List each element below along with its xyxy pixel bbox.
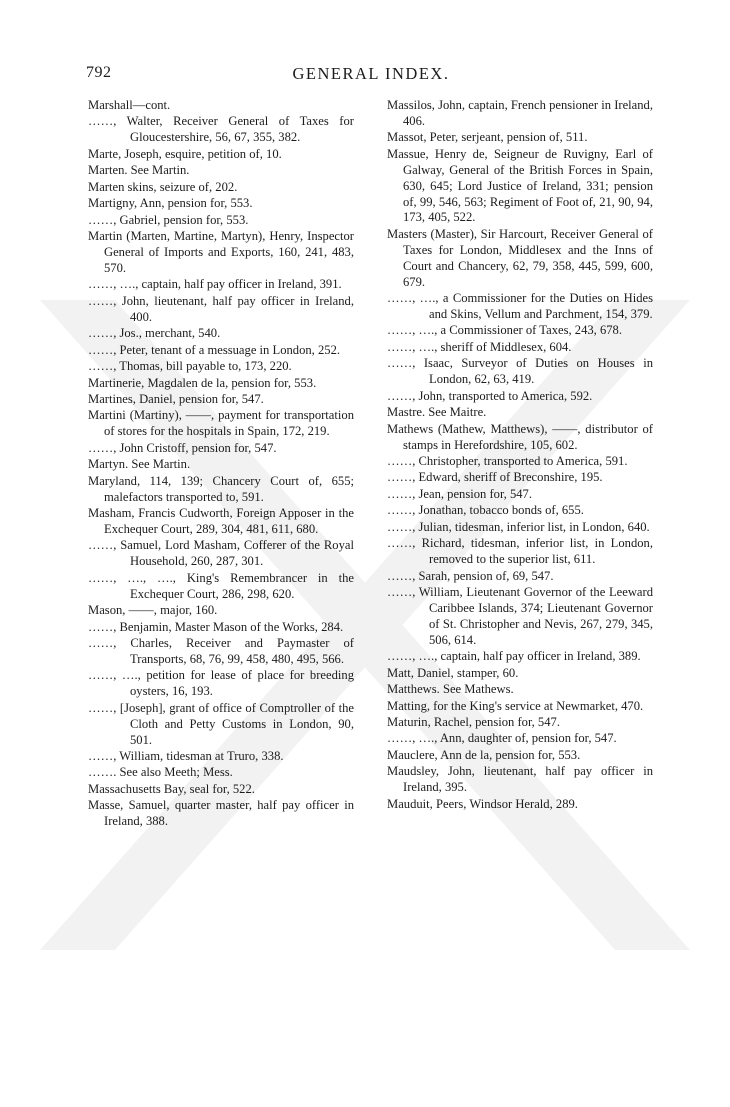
index-entry: Massot, Peter, serjeant, pension of, 511. [387, 130, 588, 145]
index-entry: Martin (Marten, Martine, Martyn), Henry, Inspector General of Imports and Exports, 160, 241, 483, 570. [88, 229, 354, 275]
index-entry: Masse, Samuel, quarter master, half pay officer in Ireland, 388. [88, 798, 354, 829]
index-entry: ……, William, Lieutenant Governor of the Leeward Caribbee Islands, 374; Lieutenant Governor of St. Christopher and Nevis, 267, 279, 345, 506, 614. [387, 585, 653, 647]
index-entry: ……, …., Ann, daughter of, pension for, 547. [387, 731, 617, 746]
index-entry: ……, Peter, tenant of a messuage in London, 252. [88, 342, 341, 357]
index-entry: Massue, Henry de, Seigneur de Ruvigny, Earl of Galway, General of the British Forces in Spain, 630, 645; Lord Justice of Ireland, 331; pension of, 99, 546, 563; Regiment of Foot of, 21, 90, 94, 173, 405, 522. [387, 146, 653, 225]
index-entry: ……, …., captain, half pay officer in Ireland, 391. [88, 277, 342, 292]
index-entry: ……, John Cristoff, pension for, 547. [88, 440, 277, 455]
index-entry: Masham, Francis Cudworth, Foreign Apposer in the Exchequer Court, 289, 304, 481, 611, 680. [88, 506, 354, 536]
index-entry: ……, Walter, Receiver General of Taxes for Gloucestershire, 56, 67, 355, 382. [88, 114, 354, 145]
index-entry: Mastre. See Maitre. [387, 405, 487, 420]
index-entry: Masters (Master), Sir Harcourt, Receiver General of Taxes for London, Middlesex and the Inns of Court and Chancery, 62, 79, 358, 445, 599, 600, 679. [387, 226, 653, 289]
index-entry: Massilos, John, captain, French pensioner in Ireland, 406. [387, 98, 653, 128]
index-entry: Marte, Joseph, esquire, petition of, 10. [88, 146, 282, 161]
index-entry: ……, Richard, tidesman, inferior list, in London, removed to the superior list, 611. [387, 536, 653, 567]
index-entry: ……, John, lieutenant, half pay officer in Ireland, 400. [88, 293, 354, 324]
index-entry: Martigny, Ann, pension for, 553. [88, 196, 253, 211]
index-entry: Martines, Daniel, pension for, 547. [88, 391, 264, 406]
index-entry: Maudsley, John, lieutenant, half pay officer in Ireland, 395. [387, 764, 653, 795]
index-entry: ……, Thomas, bill payable to, 173, 220. [88, 359, 292, 374]
index-entry: Massachusetts Bay, seal for, 522. [88, 781, 255, 796]
index-entry: ……, William, tidesman at Truro, 338. [88, 749, 284, 764]
index-entry: ……, [Joseph], grant of office of Comptroller of the Cloth and Petty Customs in London, 90, 501. [88, 700, 354, 747]
index-entry: Marshall—cont. [88, 98, 171, 112]
page-header [86, 64, 656, 88]
index-entry: Martyn. See Martin. [88, 457, 191, 472]
index-entry: Mauclere, Ann de la, pension for, 553. [387, 747, 581, 762]
index-entry: Mathews (Mathew, Matthews), ——, distributor of stamps in Herefordshire, 105, 602. [387, 421, 653, 452]
index-entry: ……, Edward, sheriff of Breconshire, 195. [387, 470, 603, 485]
index-entry: Mason, ——, major, 160. [88, 603, 218, 618]
index-column-left [88, 98, 354, 831]
index-entry: ……, …., petition for lease of place for breeding oysters, 16, 193. [88, 668, 354, 699]
index-entry: Martinerie, Magdalen de la, pension for, 553. [88, 375, 317, 390]
index-entry: Marten skins, seizure of, 202. [88, 179, 238, 194]
index-entry: ……, Sarah, pension of, 69, 547. [387, 568, 554, 583]
index-entry: ……, Julian, tidesman, inferior list, in London, 640. [387, 519, 650, 534]
index-entry: ……, Jean, pension for, 547. [387, 486, 533, 501]
index-entry: ……, Samuel, Lord Masham, Cofferer of the Royal Household, 260, 287, 301. [88, 538, 354, 569]
index-entry: Maryland, 114, 139; Chancery Court of, 655; malefactors transported to, 591. [88, 473, 354, 504]
index-entry: ……, Jonathan, tobacco bonds of, 655. [387, 503, 584, 518]
index-entry: ……, …., sheriff of Middlesex, 604. [387, 339, 572, 354]
index-entry: ……, …., …., King's Remembrancer in the Exchequer Court, 286, 298, 620. [88, 570, 354, 601]
index-entry: Matting, for the King's service at Newmarket, 470. [387, 698, 644, 713]
index-entry: ……, …., a Commissioner of Taxes, 243, 678. [387, 323, 623, 338]
index-entry: ……, Benjamin, Master Mason of the Works, 284. [88, 619, 344, 634]
page-title: GENERAL INDEX. [292, 64, 450, 83]
index-entry: ……. See also Meeth; Mess. [88, 765, 233, 780]
index-entry: Matt, Daniel, stamper, 60. [387, 665, 519, 680]
index-entry: Mauduit, Peers, Windsor Herald, 289. [387, 796, 578, 811]
index-entry: ……, Jos., merchant, 540. [88, 326, 221, 341]
index-entry: ……, Gabriel, pension for, 553. [88, 212, 249, 227]
index-entry: ……, John, transported to America, 592. [387, 388, 593, 403]
index-entry: ……, Charles, Receiver and Paymaster of Transports, 68, 76, 99, 458, 480, 495, 566. [88, 636, 354, 666]
index-entry: Maturin, Rachel, pension for, 547. [387, 715, 560, 730]
index-entry: ……, …., captain, half pay officer in Ireland, 389. [387, 649, 641, 664]
index-entry: Marten. See Martin. [88, 163, 190, 178]
index-entry: ……, …., a Commissioner for the Duties on Hides and Skins, Vellum and Parchment, 154, 379. [387, 291, 653, 321]
index-column-right [387, 98, 653, 813]
index-entry: ……, Isaac, Surveyor of Duties on Houses in London, 62, 63, 419. [387, 356, 653, 387]
index-entry: Matthews. See Mathews. [387, 682, 514, 697]
index-entry: ……, Christopher, transported to America, 591. [387, 453, 628, 468]
index-entry: Martini (Martiny), ——, payment for transportation of stores for the hospitals in Spain, 172, 219. [88, 408, 354, 439]
page-number: 792 [86, 64, 112, 81]
